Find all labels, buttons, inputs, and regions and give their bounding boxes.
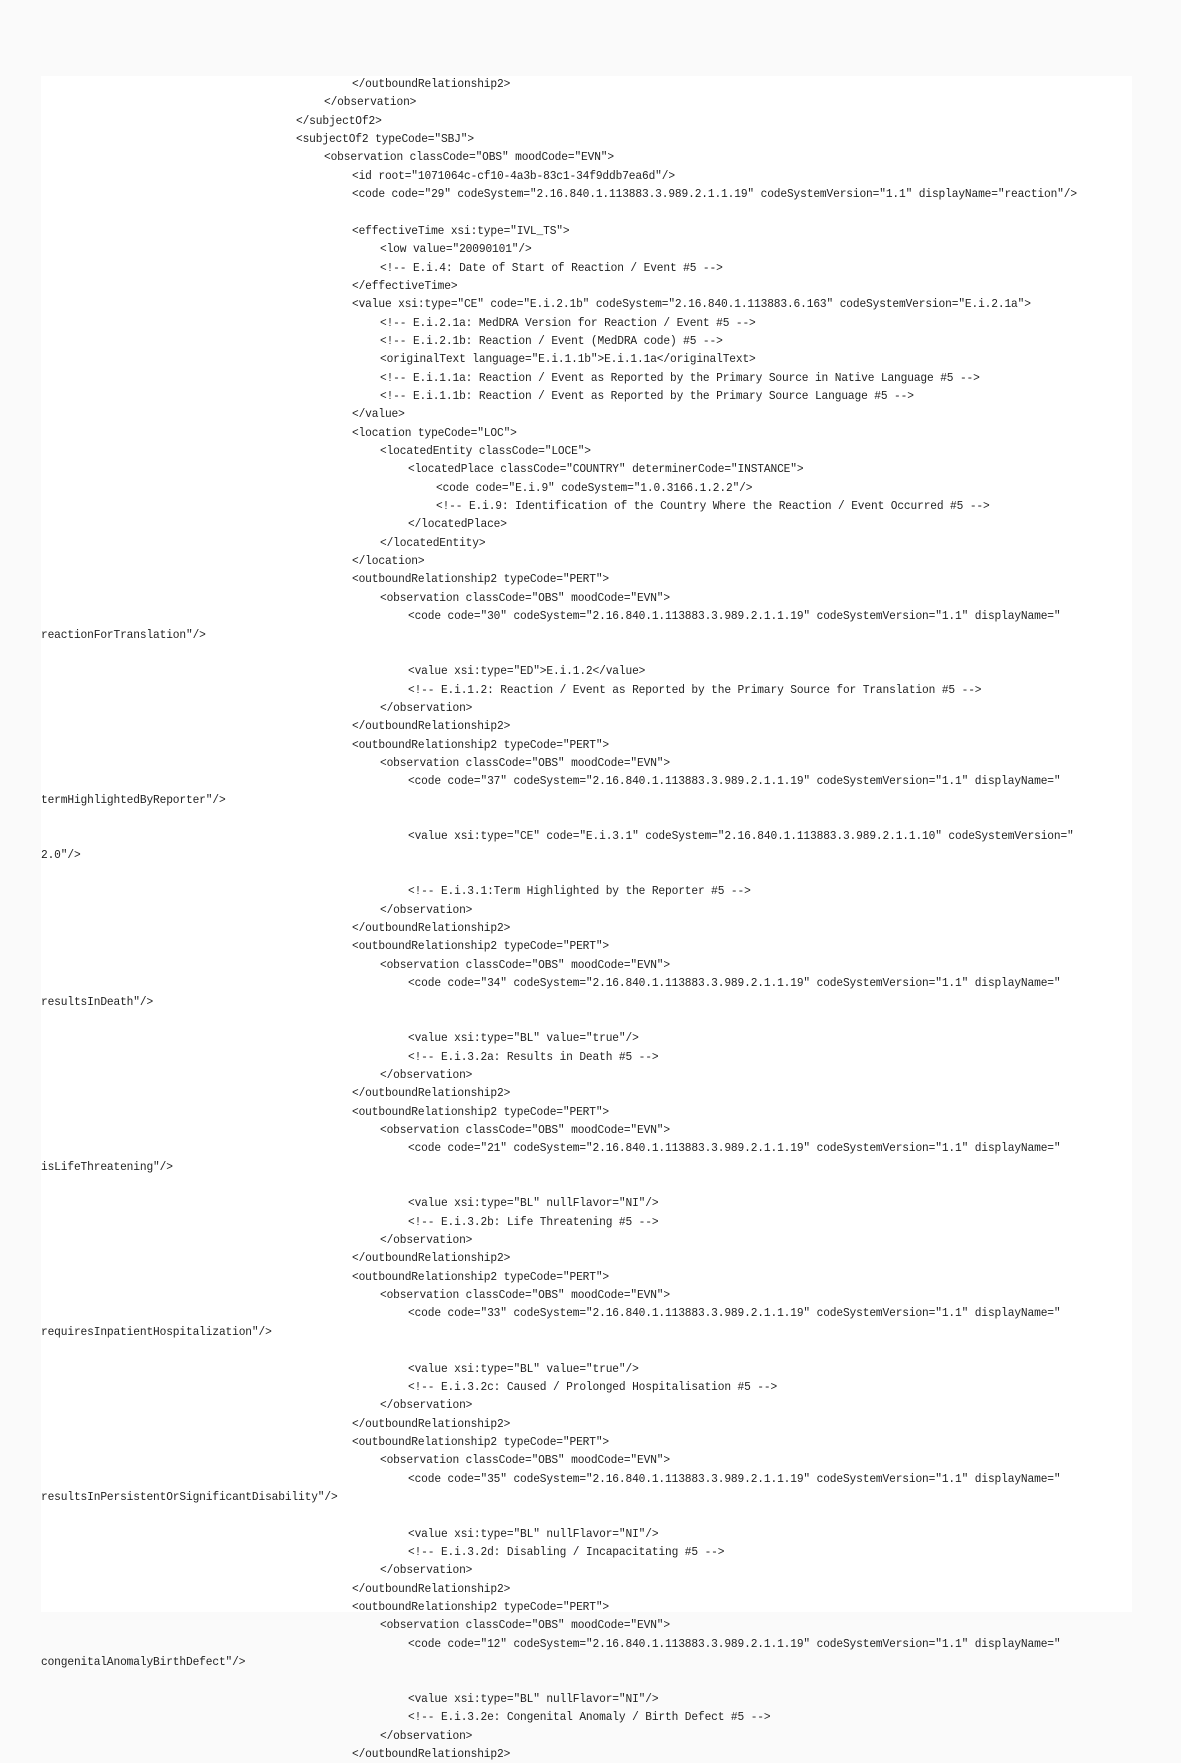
code-line: <outboundRelationship2 typeCode="PERT">	[351, 1269, 610, 1284]
code-line: <outboundRelationship2 typeCode="PERT">	[351, 1434, 610, 1449]
code-line: <value xsi:type="ED">E.i.1.2</value>	[407, 664, 646, 679]
code-line: <value xsi:type="BL" value="true"/>	[407, 1361, 639, 1376]
code-line: </outboundRelationship2>	[351, 1251, 511, 1266]
code-line: <observation classCode="OBS" moodCode="EVN">	[379, 957, 670, 972]
code-line: </outboundRelationship2>	[351, 77, 511, 91]
code-line: </outboundRelationship2>	[351, 1581, 511, 1596]
code-line: termHighlightedByReporter"/>	[40, 792, 226, 807]
code-line: <id root="1071064c-cf10-4a3b-83c1-34f9ddb7ea6d"/>	[351, 168, 675, 183]
code-line: <outboundRelationship2 typeCode="PERT">	[351, 572, 610, 587]
code-line: <low value="20090101"/>	[379, 242, 532, 257]
code-line: <code code="33" codeSystem="2.16.840.1.113883.3.989.2.1.1.19" codeSystemVersion="1.1" displayName="	[407, 1306, 1061, 1321]
code-comment-line: <!-- E.i.1.2: Reaction / Event as Reported by the Primary Source for Translation #5 -->	[407, 682, 982, 697]
code-comment-line: <!-- E.i.3.1:Term Highlighted by the Reporter #5 -->	[407, 884, 751, 899]
code-comment-line: <!-- E.i.3.2c: Caused / Prolonged Hospitalisation #5 -->	[407, 1379, 778, 1394]
code-comment-line: <!-- E.i.2.1b: Reaction / Event (MedDRA code) #5 -->	[379, 333, 723, 348]
code-line: </observation>	[379, 1067, 473, 1082]
code-line: reactionForTranslation"/>	[40, 627, 206, 642]
code-comment-line: <!-- E.i.3.2e: Congenital Anomaly / Birth Defect #5 -->	[407, 1710, 771, 1725]
code-line: </observation>	[379, 1728, 473, 1743]
code-line: <value xsi:type="CE" code="E.i.3.1" codeSystem="2.16.840.1.113883.3.989.2.1.1.10" codeSystemVersion="	[407, 829, 1074, 844]
code-line: <code code="37" codeSystem="2.16.840.1.113883.3.989.2.1.1.19" codeSystemVersion="1.1" displayName="	[407, 774, 1061, 789]
code-line: </outboundRelationship2>	[351, 719, 511, 734]
code-line: </observation>	[379, 902, 473, 917]
code-line: </effectiveTime>	[351, 278, 458, 293]
code-line: <observation classCode="OBS" moodCode="EVN">	[379, 1618, 670, 1633]
code-line: </observation>	[379, 700, 473, 715]
code-comment-line: <!-- E.i.3.2d: Disabling / Incapacitating #5 -->	[407, 1545, 725, 1559]
code-line: </outboundRelationship2>	[351, 1416, 511, 1431]
code-line: <value xsi:type="BL" value="true"/>	[407, 1031, 639, 1046]
code-line: <observation classCode="OBS" moodCode="EVN">	[323, 150, 614, 165]
code-comment-line: <!-- E.i.3.2b: Life Threatening #5 -->	[407, 1214, 659, 1229]
code-line: </outboundRelationship2>	[351, 1086, 511, 1101]
code-line: resultsInPersistentOrSignificantDisability"/>	[40, 1489, 338, 1504]
code-line: <location typeCode="LOC">	[351, 425, 517, 440]
code-line: <code code="12" codeSystem="2.16.840.1.113883.3.989.2.1.1.19" codeSystemVersion="1.1" displayName="	[407, 1636, 1061, 1651]
code-line: 2.0"/>	[40, 847, 81, 862]
code-comment-line: <!-- E.i.4: Date of Start of Reaction / Event #5 -->	[379, 260, 723, 275]
code-comment-line: <!-- E.i.1.1b: Reaction / Event as Reported by the Primary Source Language #5 -->	[379, 388, 914, 403]
code-line: <locatedEntity classCode="LOCE">	[379, 444, 591, 458]
code-line: </subjectOf2>	[295, 113, 382, 128]
code-line: <effectiveTime xsi:type="IVL_TS">	[351, 223, 570, 238]
code-line: <subjectOf2 typeCode="SBJ">	[295, 132, 474, 147]
code-line: <code code="29" codeSystem="2.16.840.1.113883.3.989.2.1.1.19" codeSystemVersion="1.1" displayName="reaction"/>	[351, 187, 1077, 202]
code-line: <code code="E.i.9" codeSystem="1.0.3166.1.2.2"/>	[435, 480, 753, 495]
code-line: </outboundRelationship2>	[351, 1746, 511, 1761]
code-line: </observation>	[379, 1233, 473, 1248]
code-line: </locatedPlace>	[407, 517, 507, 532]
code-line: </observation>	[379, 1398, 473, 1413]
code-line: <outboundRelationship2 typeCode="PERT">	[351, 939, 610, 954]
code-line: <observation classCode="OBS" moodCode="EVN">	[379, 1288, 670, 1303]
code-line: </locatedEntity>	[379, 535, 486, 550]
code-line: <value xsi:type="BL" nullFlavor="NI"/>	[407, 1691, 659, 1706]
code-comment-line: <!-- E.i.9: Identification of the Country Where the Reaction / Event Occurred #5 -->	[435, 499, 990, 514]
code-line: <observation classCode="OBS" moodCode="EVN">	[379, 1453, 670, 1468]
code-comment-line: <!-- E.i.3.2a: Results in Death #5 -->	[407, 1049, 659, 1064]
code-line: <observation classCode="OBS" moodCode="EVN">	[379, 755, 670, 770]
code-line: <originalText language="E.i.1.1b">E.i.1.1a</originalText>	[379, 352, 756, 367]
code-line: <value xsi:type="BL" nullFlavor="NI"/>	[407, 1196, 659, 1211]
code-line: </observation>	[323, 95, 417, 110]
code-line: </observation>	[379, 1563, 473, 1578]
code-line: <outboundRelationship2 typeCode="PERT">	[351, 737, 610, 752]
code-line: <value xsi:type="BL" nullFlavor="NI"/>	[407, 1526, 659, 1541]
code-line: resultsInDeath"/>	[40, 994, 154, 1009]
code-line: <value xsi:type="CE" code="E.i.2.1b" codeSystem="2.16.840.1.113883.6.163" codeSystemVersion="E.i.2.1a">	[351, 297, 1031, 312]
code-line: <observation classCode="OBS" moodCode="EVN">	[379, 590, 670, 605]
code-line: <observation classCode="OBS" moodCode="EVN">	[379, 1122, 670, 1137]
code-line: <locatedPlace classCode="COUNTRY" determinerCode="INSTANCE">	[407, 462, 804, 477]
code-line: </value>	[351, 407, 405, 422]
code-comment-line: <!-- E.i.1.1a: Reaction / Event as Reported by the Primary Source in Native Language #5 -->	[379, 370, 980, 385]
code-line: congenitalAnomalyBirthDefect"/>	[40, 1655, 246, 1670]
code-line: </outboundRelationship2>	[351, 921, 511, 936]
code-line: <outboundRelationship2 typeCode="PERT">	[351, 1600, 610, 1615]
code-line: isLifeThreatening"/>	[40, 1159, 173, 1174]
code-comment-line: <!-- E.i.2.1a: MedDRA Version for Reaction / Event #5 -->	[379, 315, 756, 330]
code-line: <code code="30" codeSystem="2.16.840.1.113883.3.989.2.1.1.19" codeSystemVersion="1.1" displayName="	[407, 609, 1061, 624]
code-line: <code code="34" codeSystem="2.16.840.1.113883.3.989.2.1.1.19" codeSystemVersion="1.1" displayName="	[407, 976, 1061, 991]
code-line: <code code="35" codeSystem="2.16.840.1.113883.3.989.2.1.1.19" codeSystemVersion="1.1" displayName="	[407, 1471, 1061, 1486]
code-line: <outboundRelationship2 typeCode="PERT">	[351, 1104, 610, 1119]
code-line: requiresInpatientHospitalization"/>	[40, 1324, 272, 1339]
code-line: </location>	[351, 554, 425, 569]
code-line: <code code="21" codeSystem="2.16.840.1.113883.3.989.2.1.1.19" codeSystemVersion="1.1" displayName="	[407, 1141, 1061, 1156]
